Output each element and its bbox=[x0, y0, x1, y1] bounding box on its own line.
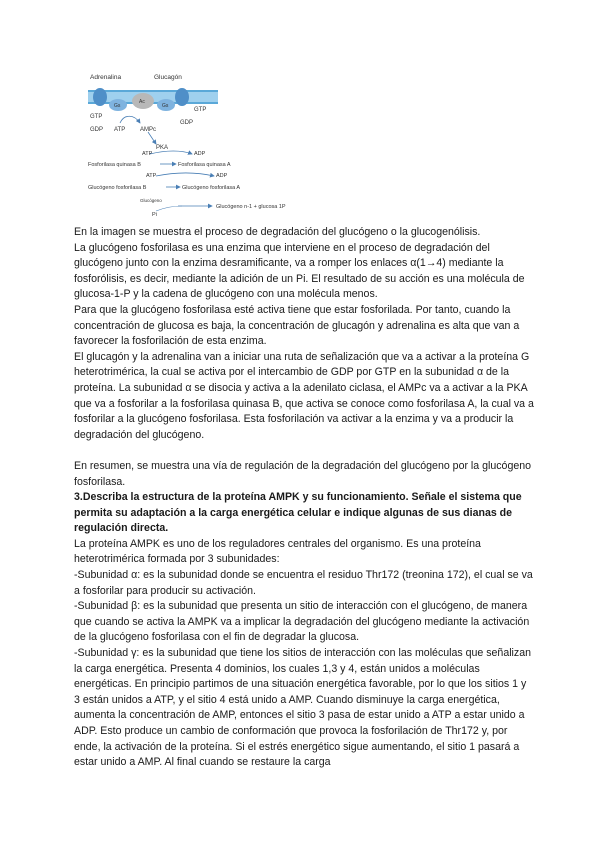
fq-a-label: Fosforilasa quinasa A bbox=[178, 162, 231, 168]
question-heading: 3.Describa la estructura de la proteína AMPK y su funcionamiento. Señale el sistema que permita su adaptación a la carga energética celular e indique algunas de sus dianas de regulación directa. bbox=[74, 491, 522, 535]
glycogenolysis-diagram bbox=[86, 68, 316, 220]
pka-label: PKA bbox=[156, 145, 169, 151]
adp2-label: ADP bbox=[194, 151, 206, 157]
paragraph-2: La glucógeno fosforilasa es una enzima que interviene en el proceso de degradación del glucógeno junto con la enzima desramificante, va a romper los enlaces α(1→4) mediante la fosforólisis, es decir, mediante la adición de un Pi. El resultado de su acción es una molécula de glucosa-1-P y la cadena de glucógeno con una molécula menos. bbox=[74, 241, 525, 301]
atp2-label: ATP bbox=[142, 151, 153, 157]
gs-right-label: Gs bbox=[162, 103, 169, 109]
adp3-label: ADP bbox=[216, 173, 228, 179]
receptor-right-icon bbox=[175, 88, 189, 106]
gdp-left-label: GDP bbox=[90, 127, 104, 133]
glucagon-label: Glucagón bbox=[154, 74, 182, 81]
paragraph-4: El glucagón y la adrenalina van a iniciar una ruta de señalización que va a activar a la proteína G heterotrimérica, la cual se activa por el intercambio de GDP por GTP en la subunidad α de la proteína. La subunidad α se disocia y activa a la adenilato ciclasa, el AMPc va a activar a la PKA que va a fosforilar a la fosforilasa quinasa B, que activa se conoce como fosforilasa A, la cual va a fosforilar a la glucógeno fosforilasa. Esta fosforilación va activar a la enzima y va a producir la degradación del glucógeno. bbox=[74, 350, 534, 441]
paragraph-5: En resumen, se muestra una vía de regulación de la degradación del glucógeno por la glucógeno fosforilasa. bbox=[74, 459, 532, 488]
ac-label: Ac bbox=[139, 99, 145, 105]
adrenalina-label: Adrenalina bbox=[90, 74, 122, 81]
answer-3: -Subunidad β: es la subunidad que presenta un sitio de interacción con el glucógeno, de manera que cuando se activa la AMPK va a implicar la degradación del glucógeno mediante la activación de la glucógeno fosforilasa con el fin de degradar la glucosa. bbox=[74, 600, 530, 644]
gtp-left-label: GTP bbox=[90, 114, 103, 120]
gtp-right-label: GTP bbox=[194, 107, 207, 113]
section-3 bbox=[74, 490, 534, 771]
gf-a-label: Glucógeno fosforilasa A bbox=[182, 185, 241, 191]
paragraph-3: Para que la glucógeno fosforilasa esté activa tiene que estar fosforilada. Por tanto, cuando la concentración de glucosa es baja, la concentración de glucagón y adrenalina es alta que van a favorecer la fosforilación de esta enzima. bbox=[74, 303, 520, 348]
answer-4: -Subunidad γ: es la subunidad que tiene los sitios de interacción con las moléculas que señalizan la carga energética. Presenta 4 dominios, los cuales 1,3 y 4, están unidos a moléculas energéticas. En principio partimos de una situación energética favorable, por lo que los sitios 1 y 3 están unidos a ATP, y el sitio 4 está unido a AMP. Cuando disminuye la carga energética, aumenta la concentración de AMP, entonces el sitio 3 pasa de estar unido a ATP a estar unido a ADP. Esto produce un cambio de conformación que provoca la fosforilación de Thr172 y, por ende, la activación de la proteína. Si el estrés energético sigue aumentando, el sitio 1 pasará a estar unido a AMP. Al final cuando se restaure la carga bbox=[74, 646, 531, 769]
atp3-label: ATP bbox=[146, 173, 157, 179]
product-label: Glucógeno n-1 + glucosa 1P bbox=[216, 204, 286, 210]
pi-label: Pi bbox=[152, 212, 157, 218]
glycogen-label: Glucógeno bbox=[140, 198, 162, 203]
paragraph-1: En la imagen se muestra el proceso de degradación del glucógeno o la glucogenólisis. bbox=[74, 226, 481, 238]
gdp-right-label: GDP bbox=[180, 120, 194, 126]
gf-b-label: Glucógeno fosforilasa B bbox=[88, 185, 147, 191]
answer-1: La proteína AMPK es uno de los reguladores centrales del organismo. Es una proteína heterotrimérica formada por 3 subunidades: bbox=[74, 537, 481, 566]
receptor-left-icon bbox=[93, 88, 107, 106]
answer-2: -Subunidad α: es la subunidad donde se encuentra el residuo Thr172 (treonina 172), el cual se va a fosforilar para producir su activación. bbox=[74, 568, 533, 597]
intro-text bbox=[74, 225, 534, 490]
atp1-label: ATP bbox=[114, 127, 126, 133]
ampc-label: AMPc bbox=[140, 127, 157, 133]
fq-b-label: Fosforilasa quinasa B bbox=[88, 162, 141, 168]
gs-left-label: Gs bbox=[114, 103, 121, 109]
